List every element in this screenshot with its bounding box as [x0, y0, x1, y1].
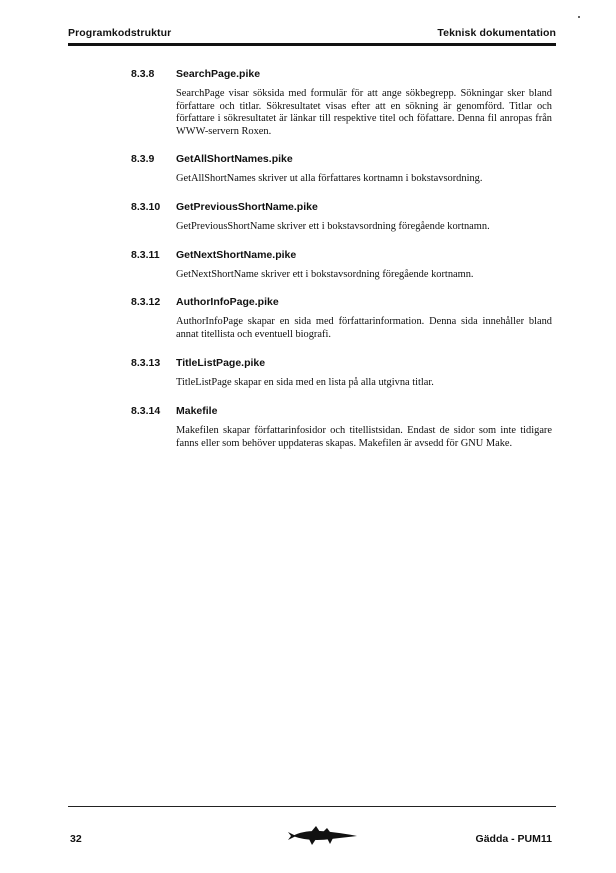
section-title: GetNextShortName.pike	[176, 249, 297, 261]
section-title: SearchPage.pike	[176, 68, 261, 80]
section-number: 8.3.11	[131, 249, 160, 261]
pike-fish-icon	[287, 824, 359, 848]
header-document-title: Teknisk dokumentation	[437, 27, 556, 39]
section-body: Makefilen skapar författarinfosidor och titellistsidan. Endast de sidor som inte tidigare fanns eller som behöver uppdateras skapas. Makefilen är avsedd för GNU Make.	[176, 425, 552, 449]
section-body: AuthorInfoPage skapar en sida med författarinformation. Denna sida innehåller bland annat titellista och eventuell biografi.	[176, 316, 552, 340]
page-number: 32	[70, 833, 82, 845]
section-title: AuthorInfoPage.pike	[176, 296, 279, 308]
section-number: 8.3.8	[131, 68, 155, 80]
section-body: GetPreviousShortName skriver ett i bokstavsordning föregående kortnamn.	[176, 221, 490, 232]
section-number: 8.3.10	[131, 201, 161, 213]
section-body: GetNextShortName skriver ett i bokstavsordning föregående kortnamn.	[176, 269, 474, 280]
header-rule	[68, 43, 556, 46]
section-body: GetAllShortNames skriver ut alla författares kortnamn i bokstavsordning.	[176, 173, 483, 184]
section-body: TitleListPage skapar en sida med en lista på alla utgivna titlar.	[176, 377, 434, 388]
section-title: TitleListPage.pike	[176, 357, 266, 369]
section-number: 8.3.9	[131, 153, 155, 165]
section-body: SearchPage visar söksida med formulär för att ange sökbegrepp. Sökningar sker bland författare och titlar. Sökresultatet visas efter att en sökning är genomförd. Titlar och författare i sökresultatet är länkar till respektive titel och föfattare. Denna fil anropas från WWW-servern Roxen.	[176, 88, 552, 137]
section-title: GetAllShortNames.pike	[176, 153, 293, 165]
section-number: 8.3.14	[131, 405, 161, 417]
header-chapter-title: Programkodstruktur	[68, 27, 172, 39]
footer-document-id: Gädda - PUM11	[475, 833, 552, 845]
section-title: Makefile	[176, 405, 218, 417]
section-number: 8.3.13	[131, 357, 161, 369]
section-title: GetPreviousShortName.pike	[176, 201, 318, 213]
section-number: 8.3.12	[131, 296, 161, 308]
stray-mark	[578, 16, 580, 18]
footer-rule	[68, 806, 556, 807]
